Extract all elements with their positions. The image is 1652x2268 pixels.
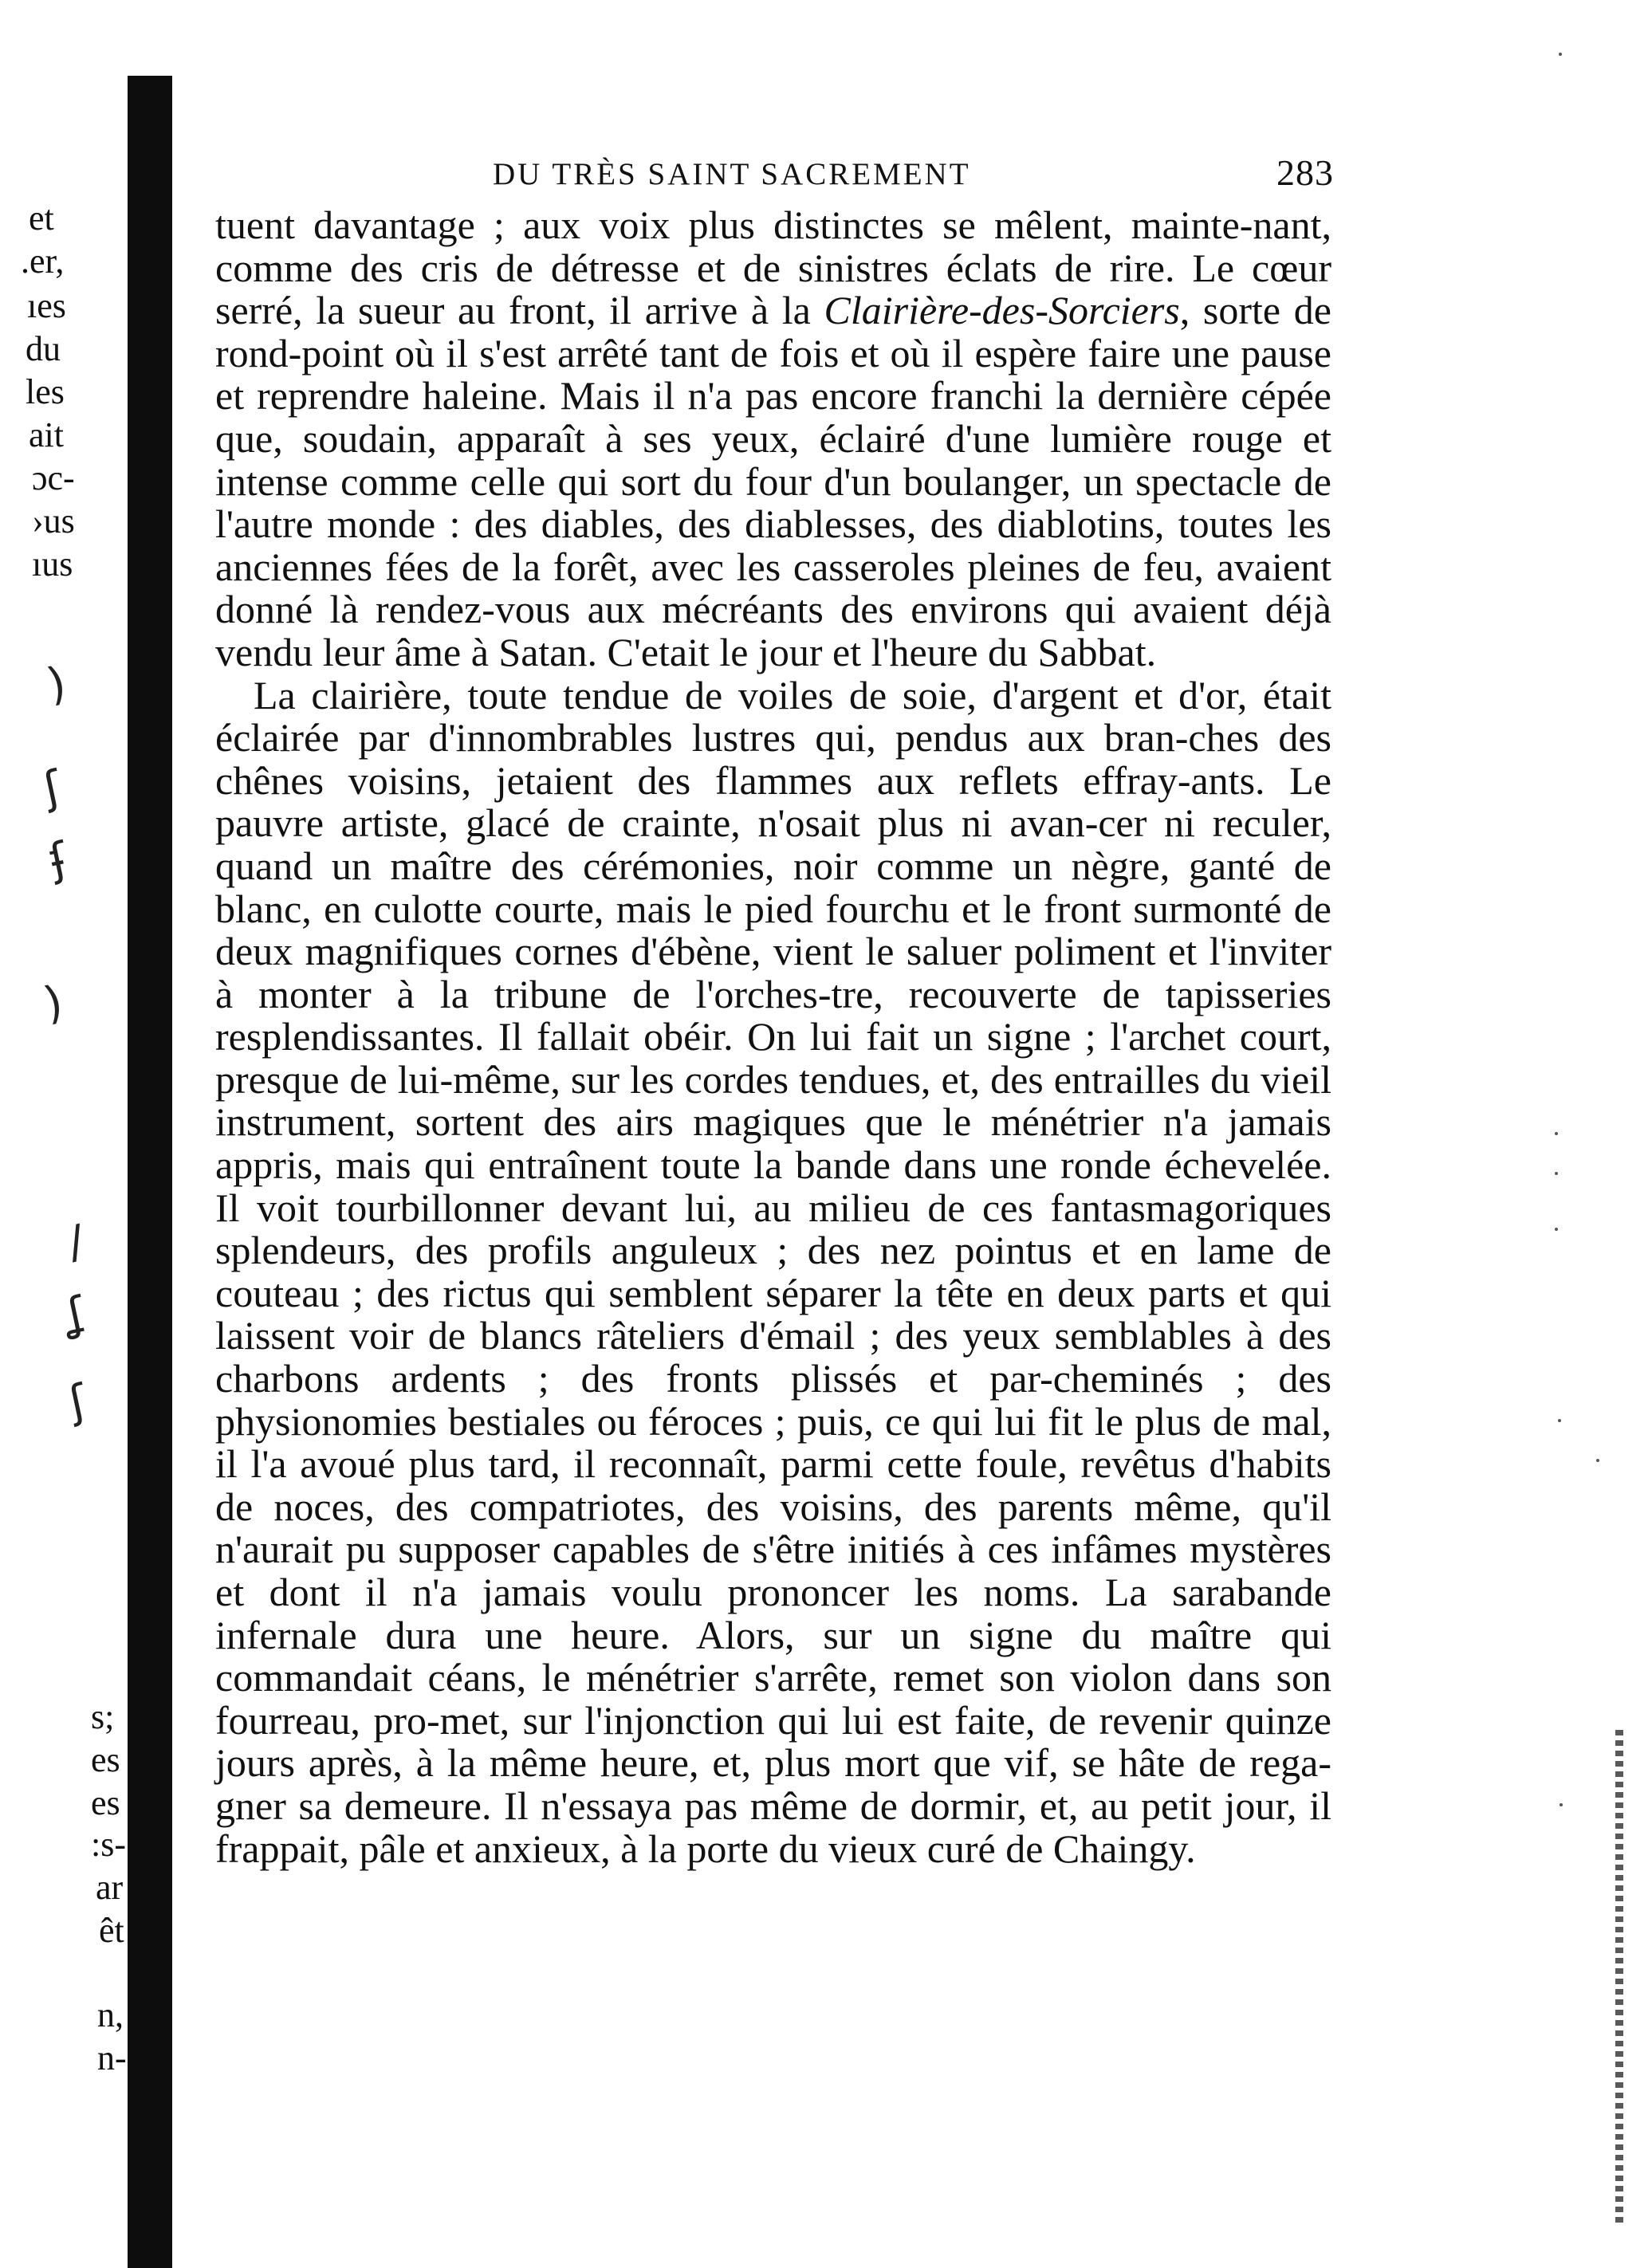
stray-ink-mark: ʃ xyxy=(65,1374,91,1429)
binding-gutter-shadow xyxy=(128,76,172,2268)
facing-fragment: ıes xyxy=(27,286,66,325)
stray-ink-mark: ʆ xyxy=(63,1287,89,1342)
margin-speck xyxy=(1596,1459,1599,1462)
paragraph-2: La clairière, toute tendue de voiles de soie, d'argent et d'or, était éclairée par d'innombrables lustres qui, pendus aux bran-ches des chênes voisins, jetaient des flammes aux reflets effray-ants. Le pauvre artiste, glacé de crainte, n'osait plus ni avan-cer ni reculer, quand un maître des cérémonies, noir comme un nègre, ganté de blanc, en culotte courte, mais le pied fourchu et le front surmonté de deux magnifiques cornes d'ébène, vient le saluer poliment et l'inviter à monter à la tribune de l'orches-tre, recouverte de tapisseries resplendissantes. Il fallait obéir. On lui fait un signe ; l'archet court, presque de lui-même, sur les cordes tendues, et, des entrailles du vieil instrument, sortent des airs magiques que le ménétrier n'a jamais appris, mais qui entraînent toute la bande dans une ronde échevelée. Il voit tourbillonner devant lui, au milieu de ces fantasmagoriques splendeurs, des profils anguleux ; des nez pointus et en lame de couteau ; des rictus qui semblent séparer la tête en deux parts et qui laissent voir de blancs râteliers d'émail ; des yeux semblables à des charbons ardents ; des fronts plissés et par-cheminés ; des physionomies bestiales ou féroces ; puis, ce qui lui fit le plus de mal, il l'a avoué plus tard, il reconnaît, parmi cette foule, revêtus d'habits de noces, des compatriotes, des voisins, des parents même, qu'il n'aurait pu supposer capables de s'être initiés à ces infâmes mystères et dont il n'a jamais voulu prononcer les noms. La sarabande infernale dura une heure. Alors, sur un signe du maître qui commandait céans, le ménétrier s'arrête, remet son violon dans son fourreau, pro-met, sur l'injonction qui lui est faite, de revenir quinze jours après, à la même heure, et, plus mort que vif, se hâte de rega-gner sa demeure. Il n'essaya pas même de dormir, et, au petit jour, il frappait, pâle et anxieux, à la porte du vieux curé de Chaingy. xyxy=(215,672,1331,1871)
stray-ink-mark: / xyxy=(63,1215,89,1270)
right-edge-scan-artifact xyxy=(1615,1730,1623,2224)
stray-ink-mark: ʃ xyxy=(39,761,65,816)
facing-fragment: ar xyxy=(96,1868,124,1907)
facing-fragment: es xyxy=(91,1783,120,1822)
facing-fragment: :s- xyxy=(91,1825,126,1864)
paragraph-1 xyxy=(215,204,1331,674)
running-head-title: DU TRÈS SAINT SACREMENT xyxy=(493,157,971,191)
margin-speck xyxy=(1555,1228,1558,1231)
page-number: 283 xyxy=(1276,152,1334,193)
stray-ink-mark: ) xyxy=(42,657,71,712)
facing-fragment: n, xyxy=(97,1995,124,2034)
margin-speck xyxy=(1555,1172,1558,1175)
margin-speck xyxy=(1560,1803,1563,1806)
place-name-italic: Clairière-des-Sorciers xyxy=(824,288,1180,333)
running-head xyxy=(214,152,1334,204)
facing-fragment: et xyxy=(29,198,54,238)
facing-fragment: ɔc- xyxy=(32,458,75,497)
stray-ink-mark: ʄ xyxy=(45,832,72,887)
facing-fragment: .er, xyxy=(21,242,65,281)
paragraph-1-text-start: tuent davantage ; aux voix plus distinctes se mêlent, mainte-nant, comme des cris de détresse et de sinistres éclats de rire. Le cœur serré, la sueur au front, il arrive à la xyxy=(215,202,1331,333)
paragraph-1-text-end: , sorte de rond-point où il s'est arrêté tant de fois et où il espère faire une pause et reprendre haleine. Mais il n'a pas encore franchi la dernière cépée que, soudain, apparaît à ses yeux, éclairé d'une lumière rouge et intense comme celle qui sort du four d'un boulanger, un spectacle de l'autre monde : des diables, des diablesses, des diablotins, toutes les anciennes fées de la forêt, avec les casseroles pleines de feu, avaient donné là rendez-vous aux mécréants des environs qui avaient déjà vendu leur âme à Satan. C'etait le jour et l'heure du Sabbat. xyxy=(215,288,1331,674)
facing-fragment: s; xyxy=(91,1697,115,1736)
facing-fragment: ›us xyxy=(32,501,75,540)
margin-speck xyxy=(1559,53,1562,56)
facing-fragment: êt xyxy=(99,1911,124,1950)
main-text-block xyxy=(215,204,1331,1870)
margin-speck xyxy=(1558,1419,1561,1422)
facing-fragment: du xyxy=(26,329,61,368)
facing-fragment: ıus xyxy=(32,544,73,584)
facing-fragment: n- xyxy=(97,2038,127,2077)
stray-ink-mark: ) xyxy=(39,976,68,1031)
facing-fragment: les xyxy=(26,372,65,411)
margin-speck xyxy=(1555,1132,1558,1135)
facing-fragment: es xyxy=(91,1740,120,1779)
facing-fragment: ait xyxy=(29,415,64,454)
